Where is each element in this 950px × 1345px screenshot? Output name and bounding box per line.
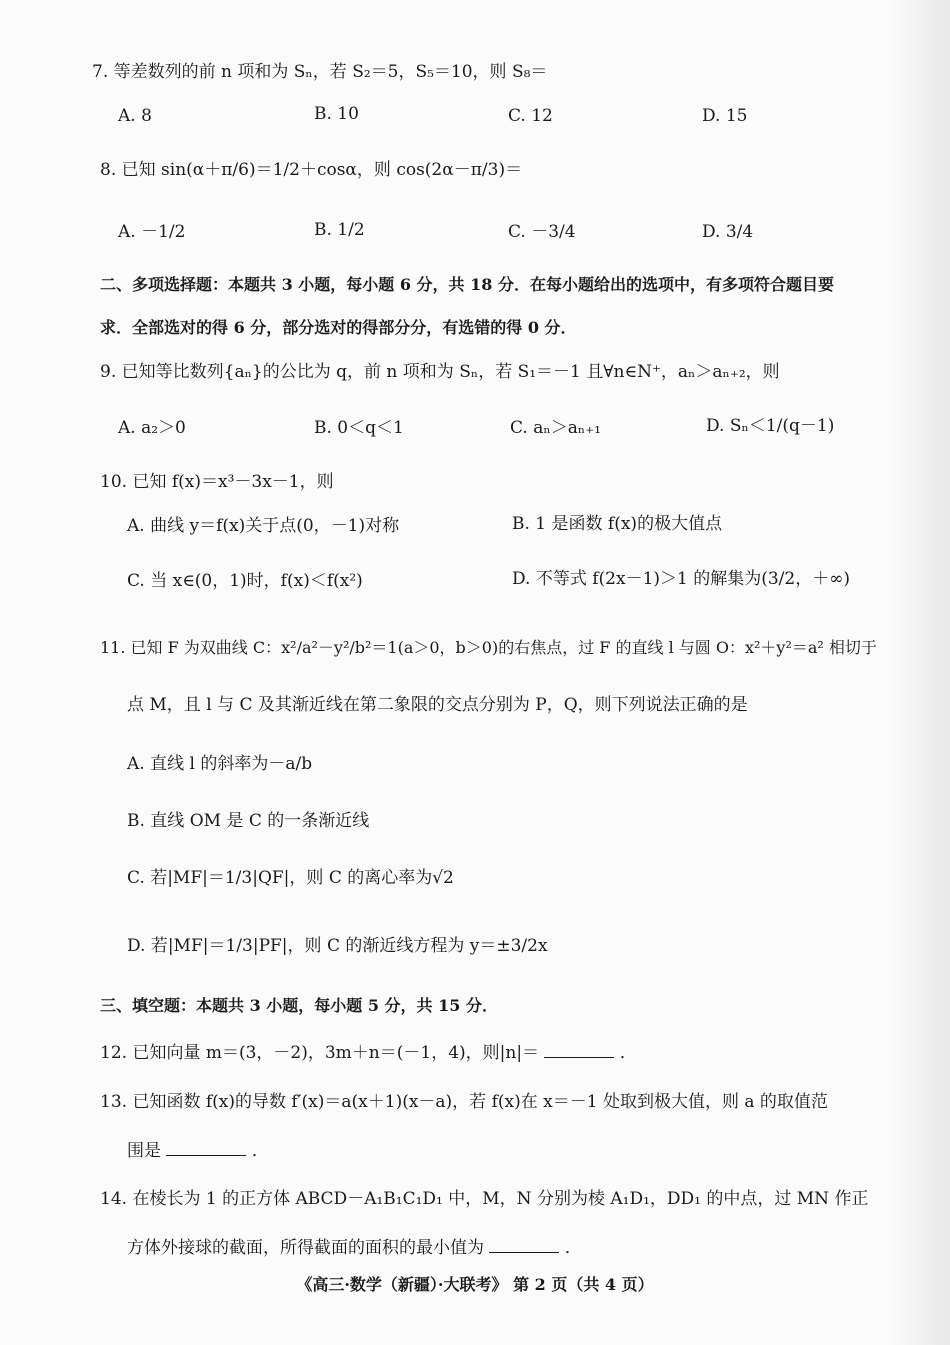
q7-stem: 7. 等差数列的前 n 项和为 Sₙ，若 S₂＝5，S₅＝10，则 S₈＝	[92, 62, 548, 82]
q8-option-d: D. 3/4	[702, 222, 754, 242]
q14-line2	[127, 1240, 582, 1257]
q12-end: ．	[619, 1043, 637, 1063]
q12-stem: 12. 已知向量 m＝(3，－2)，3m＋n＝(－1，4)，则|n|＝	[100, 1043, 540, 1063]
q14-stem-line2: 方体外接球的截面，所得截面的面积的最小值为	[127, 1238, 484, 1258]
q11-option-c: C. 若|MF|＝1/3|QF|，则 C 的离心率为√2	[127, 868, 454, 888]
q14-answer-blank[interactable]	[489, 1252, 559, 1253]
q9-option-b: B. 0＜q＜1	[314, 418, 404, 438]
q14-end: ．	[564, 1238, 582, 1258]
q11-stem-line1: 11. 已知 F 为双曲线 C：x²/a²－y²/b²＝1(a＞0，b＞0)的右焦点，过 F 的直线 l 与圆 O：x²＋y²＝a² 相切于	[100, 638, 877, 657]
q13-stem-line1: 13. 已知函数 f(x)的导数 f′(x)＝a(x＋1)(x－a)，若 f(x)在 x＝－1 处取到极大值，则 a 的取值范	[100, 1092, 828, 1112]
q8-option-b: B. 1/2	[314, 220, 365, 240]
q8-option-c: C. －3/4	[508, 222, 576, 242]
q11-stem-line2: 点 M，且 l 与 C 及其渐近线在第二象限的交点分别为 P，Q，则下列说法正确的是	[127, 695, 748, 715]
q12-answer-blank[interactable]	[544, 1057, 614, 1058]
q13-line2	[127, 1143, 269, 1160]
q11-option-a: A. 直线 l 的斜率为－a/b	[127, 754, 313, 774]
q14-stem-line1: 14. 在棱长为 1 的正方体 ABCD－A₁B₁C₁D₁ 中，M，N 分别为棱 A₁D₁，DD₁ 的中点，过 MN 作正	[100, 1189, 869, 1209]
q10-option-c: C. 当 x∈(0，1)时，f(x)＜f(x²)	[127, 571, 363, 591]
q8-stem: 8. 已知 sin(α＋π/6)＝1/2＋cosα，则 cos(2α－π/3)＝	[100, 160, 523, 180]
section2-line1: 二、多项选择题：本题共 3 小题，每小题 6 分，共 18 分．在每小题给出的选项中，有多项符合题目要	[100, 275, 834, 294]
page-edge-shadow	[890, 0, 950, 1345]
q9-option-d: D. Sₙ＜1/(q－1)	[706, 416, 835, 436]
q12-line	[100, 1045, 637, 1062]
q7-option-c: C. 12	[508, 106, 553, 126]
q9-stem: 9. 已知等比数列{aₙ}的公比为 q，前 n 项和为 Sₙ，若 S₁＝－1 且∀n∈N⁺，aₙ＞aₙ₊₂，则	[100, 362, 780, 382]
q13-end: ．	[251, 1141, 269, 1161]
q11-option-b: B. 直线 OM 是 C 的一条渐近线	[127, 811, 370, 831]
q10-option-a: A. 曲线 y＝f(x)关于点(0，－1)对称	[127, 516, 400, 536]
q9-option-c: C. aₙ＞aₙ₊₁	[510, 418, 601, 438]
q10-option-b: B. 1 是函数 f(x)的极大值点	[512, 514, 723, 534]
q11-option-d: D. 若|MF|＝1/3|PF|，则 C 的渐近线方程为 y＝±3/2x	[127, 936, 548, 956]
page-footer: 《高三·数学（新疆）·大联考》 第 2 页（共 4 页）	[296, 1275, 654, 1294]
q13-answer-blank[interactable]	[166, 1155, 246, 1156]
q7-option-a: A. 8	[118, 106, 152, 126]
q7-option-d: D. 15	[702, 106, 748, 126]
q9-option-a: A. a₂＞0	[118, 418, 186, 438]
q10-stem: 10. 已知 f(x)＝x³－3x－1，则	[100, 472, 334, 492]
q13-stem-line2: 围是	[127, 1141, 161, 1161]
q7-option-b: B. 10	[314, 104, 359, 124]
q10-option-d: D. 不等式 f(2x－1)＞1 的解集为(3/2，＋∞)	[512, 569, 851, 589]
section2-line2: 求．全部选对的得 6 分，部分选对的得部分分，有选错的得 0 分．	[100, 318, 577, 337]
q8-option-a: A. －1/2	[118, 222, 186, 242]
section3-title: 三、填空题：本题共 3 小题，每小题 5 分，共 15 分．	[100, 996, 498, 1015]
